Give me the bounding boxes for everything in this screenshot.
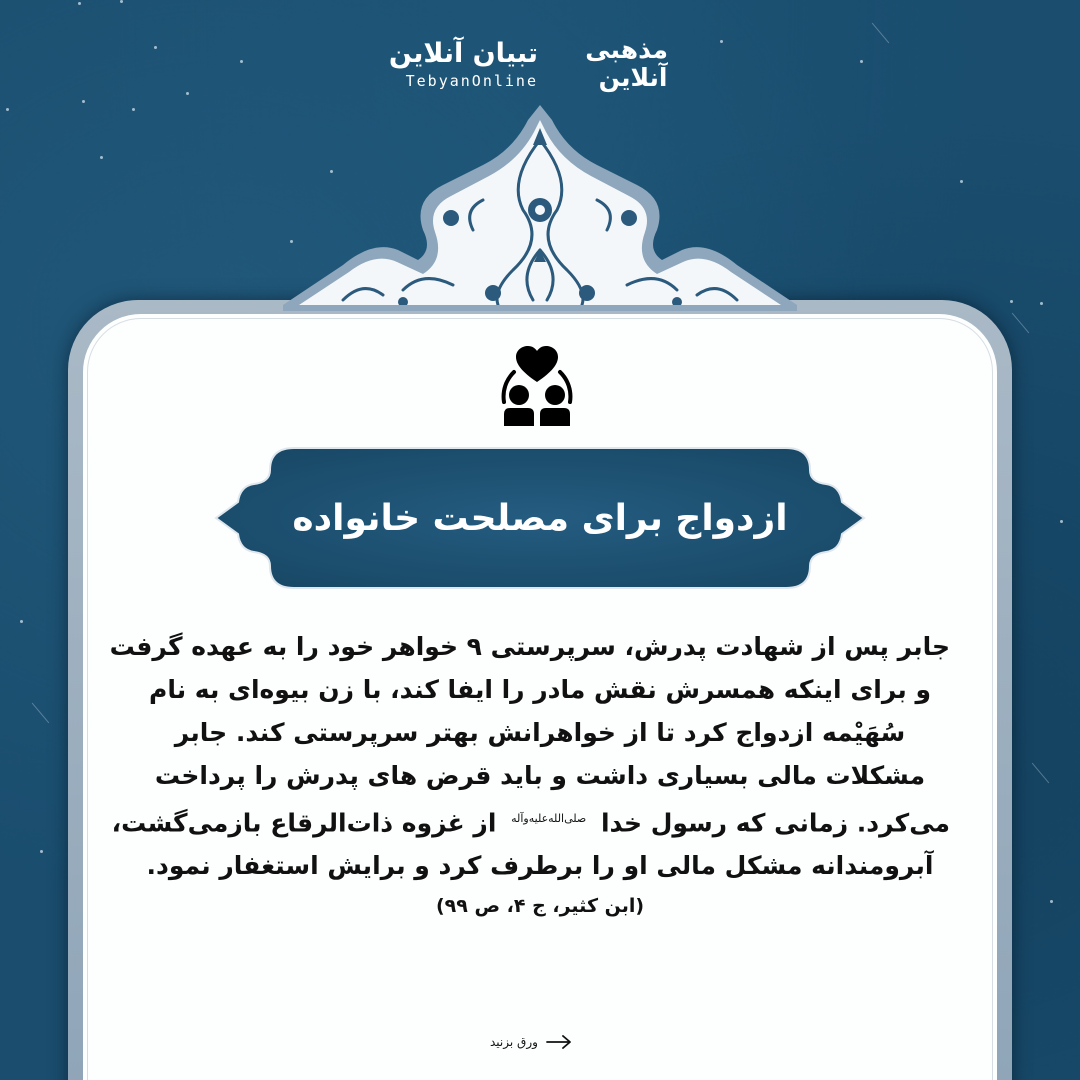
swipe-hint[interactable]	[490, 1030, 572, 1054]
source-citation: (ابن کثیر، ج ۴، ص ۹۹)	[435, 895, 645, 918]
honorific-salawat: صلی‌الله‌علیه‌وآله	[511, 812, 587, 825]
swipe-label: ورق بزنید	[490, 1035, 538, 1049]
logo-section-text: مذهبی آنلاین	[585, 35, 668, 92]
family-love-icon	[492, 346, 582, 426]
story-line-1: جابر پس از شهادت پدرش، سرپرستی ۹ خواهر خود را به عهده گرفت	[109, 632, 950, 661]
story-line-3: سُهَیْمه ازدواج کرد تا از خواهرانش بهتر سرپرستی کند. جابر	[174, 718, 906, 747]
story-line-5-before: می‌کرد. زمانی که رسول خدا	[600, 808, 950, 838]
story-line-4: مشکلات مالی بسیاری داشت و باید قرض های پدرش را پرداخت	[154, 761, 926, 790]
logo-tebyan-fa: تبیان آنلاین	[388, 38, 538, 69]
logo-section-name	[548, 36, 668, 92]
story-line-6: آبرومندانه مشکل مالی او را برطرف کرد و برایش استغفار نمود.	[146, 851, 934, 881]
arrow-right-icon	[546, 1035, 572, 1049]
tebyan-logo	[388, 35, 668, 98]
story-line-2: و برای اینکه همسرش نقش مادر را ایفا کند، با زن بیوه‌ای به نام	[149, 675, 931, 704]
story-text	[109, 625, 950, 923]
story-line-5-after: از غزوه ذات‌الرقاع بازمی‌گشت،	[111, 808, 497, 838]
arabesque-ornament-icon	[283, 100, 797, 320]
story-line-5	[111, 797, 950, 844]
card-title: ازدواج برای مصلحت خانواده	[292, 497, 788, 539]
logo-tebyan-en: TebyanOnline	[405, 72, 538, 90]
